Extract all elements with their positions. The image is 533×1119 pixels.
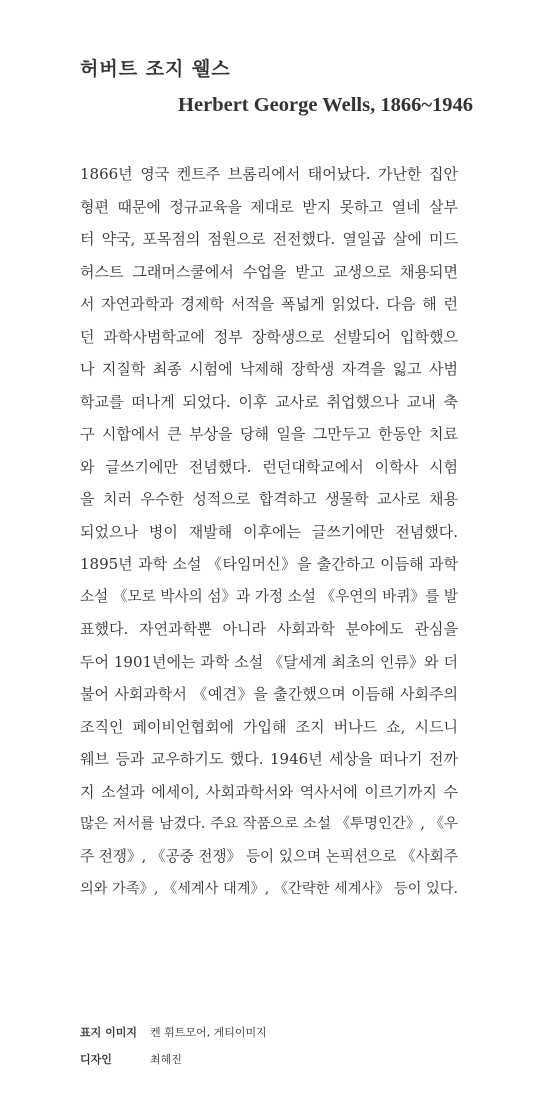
bio-line: 1866년 영국 켄트주 브롬리에서 태어났다. 가난한 집안 — [80, 165, 458, 183]
bio-line: 조직인 페이비언협회에 가입해 조지 버나드 쇼, 시드니 — [80, 717, 458, 736]
bio-line: 형편 때문에 정규교육을 제대로 받지 못하고 열네 살부 — [80, 197, 458, 216]
author-name-english: Herbert George Wells, 1866~1946 — [178, 94, 473, 116]
bio-line: 지 소설과 에세이, 사회과학서와 역사서에 이르기까지 수 — [80, 782, 458, 801]
credit-row-design — [80, 1046, 267, 1073]
design-label: 디자인 — [80, 1053, 112, 1066]
bio-line: 던 과학사범학교에 정부 장학생으로 선발되어 입학했으 — [80, 327, 458, 346]
bio-line: 터 약국, 포목점의 점원으로 전전했다. 열일곱 살에 미드 — [80, 230, 458, 248]
bio-line: 구 시합에서 큰 부상을 당해 일을 그만두고 한동안 치료 — [80, 425, 458, 443]
bio-line: 웨브 등과 교우하기도 했다. 1946년 세상을 떠나기 전까 — [80, 750, 458, 768]
bio-line: 되었으나 병이 재발해 이후에는 글쓰기에만 전념했다. — [80, 522, 458, 541]
bio-line: 많은 저서를 남겼다. 주요 작품으로 소설 《투명인간》, 《우 — [80, 816, 458, 832]
designer-name: 최혜진 — [150, 1053, 182, 1066]
bio-line: 불어 사회과학서 《예견》을 출간했으며 이듬해 사회주의 — [80, 685, 458, 703]
bio-line: 을 치러 우수한 성적으로 합격하고 생물학 교사로 채용 — [80, 490, 458, 508]
author-name-korean: 허버트 조지 웰스 — [80, 58, 231, 80]
bio-line: 나 지질학 최종 시험에 낙제해 장학생 자격을 잃고 사범 — [80, 360, 458, 378]
bio-line: 서 자연과학과 경제학 서적을 폭넓게 읽었다. 다음 해 런 — [80, 295, 458, 313]
cover-image-credit: 켄 휘트모어, 게티이미지 — [150, 1026, 267, 1039]
cover-image-label: 표지 이미지 — [80, 1026, 137, 1039]
bio-line: 1895년 과학 소설 《타임머신》을 출간하고 이듬해 과학 — [80, 555, 458, 573]
bio-line: 소설 《모로 박사의 섬》과 가정 소설 《우연의 바퀴》를 발 — [80, 587, 458, 605]
bio-line: 의와 가족》, 《세계사 대계》, 《간략한 세계사》 등이 있다. — [80, 881, 459, 897]
bio-line: 학교를 떠나게 되었다. 이후 교사로 취업했으나 교내 축 — [80, 392, 458, 411]
bio-line: 주 전쟁》, 《공중 전쟁》 등이 있으며 논픽션으로 《사회주 — [80, 847, 458, 865]
credit-row-cover — [80, 1019, 267, 1046]
bio-line: 표했다. 자연과학뿐 아니라 사회과학 분야에도 관심을 — [80, 620, 458, 638]
author-biography — [80, 158, 458, 906]
bio-line: 두어 1901년에는 과학 소설 《달세계 최초의 인류》와 더 — [80, 652, 458, 671]
bio-line: 와 글쓰기에만 전념했다. 런던대학교에서 이학사 시험 — [80, 457, 458, 476]
credits — [80, 1019, 267, 1073]
bio-line: 허스트 그래머스쿨에서 수업을 받고 교생으로 채용되면 — [80, 262, 458, 281]
